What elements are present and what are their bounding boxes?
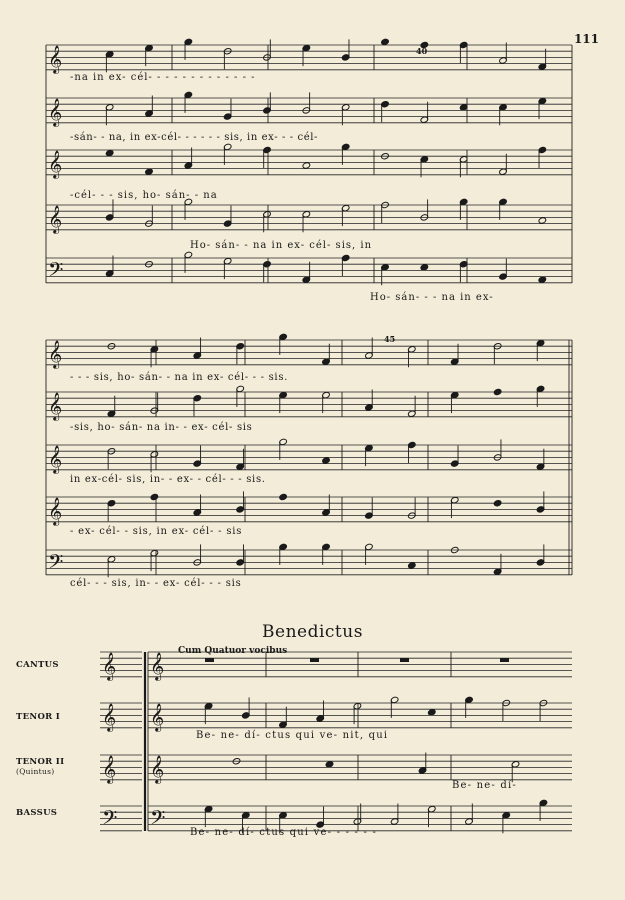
rest-icon xyxy=(310,658,319,662)
clef-icon: 𝄞 xyxy=(48,340,63,368)
note-head xyxy=(538,217,547,224)
rest-icon xyxy=(205,658,214,662)
lyric-line: Ho- sán- - - na in ex- xyxy=(370,292,494,303)
voice-label-tenor-2 xyxy=(16,757,64,777)
note-head xyxy=(408,562,417,569)
measure-number: 40 xyxy=(416,46,428,56)
note-head xyxy=(428,709,437,716)
clef-icon: 𝄞 xyxy=(48,98,63,126)
note-head xyxy=(302,162,311,169)
lyric-line: - - - sis, ho- sán- - na in ex- cél- - - sis. xyxy=(70,372,289,383)
voice-label-cantus: CANTUS xyxy=(16,660,59,670)
lyric-line: Ho- sán- - na in ex- cél- sis, in xyxy=(190,240,373,251)
lyric-line: Be- ne- dí- xyxy=(452,780,517,791)
note-head xyxy=(145,168,154,175)
clef-icon: 𝄞 xyxy=(150,652,165,680)
clef-icon: 𝄢 xyxy=(102,806,118,834)
lyric-line: -na in ex- cél- - - - - - - - - - - - - xyxy=(70,72,256,83)
note-head xyxy=(105,149,114,156)
lyric-line: - ex- cél- - sis, in ex- cél- - sis xyxy=(70,526,243,537)
note-head xyxy=(381,38,390,45)
rest-icon xyxy=(500,658,509,662)
voice-name: TENOR II xyxy=(16,757,65,767)
lyric-line: Be- ne- dí- ctus qui ve- nit, qui xyxy=(196,730,389,741)
note-head xyxy=(279,493,288,500)
clef-icon: 𝄞 xyxy=(48,392,63,420)
clef-icon: 𝄞 xyxy=(150,755,165,783)
clef-icon: 𝄞 xyxy=(48,445,63,473)
measure-number: 45 xyxy=(384,334,396,344)
section-title: Benedictus xyxy=(262,622,363,642)
clef-icon: 𝄢 xyxy=(48,258,64,286)
clef-icon: 𝄞 xyxy=(150,703,165,731)
lyric-line: in ex-cél- sis, in- - ex- - cél- - - sis. xyxy=(70,474,266,485)
clef-icon: 𝄞 xyxy=(48,497,63,525)
clef-icon: 𝄞 xyxy=(48,150,63,178)
clef-icon: 𝄢 xyxy=(150,806,166,834)
rest-icon xyxy=(400,658,409,662)
clef-icon: 𝄞 xyxy=(102,703,117,731)
note-head xyxy=(538,276,547,283)
page-number: 111 xyxy=(573,32,599,46)
lyric-line: Be- ne- dí- ctus qui ve- - - - - - xyxy=(190,827,378,838)
clef-icon: 𝄞 xyxy=(48,205,63,233)
note-head xyxy=(493,500,502,507)
voice-label-bassus: BASSUS xyxy=(16,808,58,818)
clef-icon: 𝄢 xyxy=(48,550,64,578)
note-head xyxy=(420,264,429,271)
lyric-line: -cél- - - sis, ho- sán- - na xyxy=(70,190,218,201)
lyric-line: -sis, ho- sán- na in- - ex- cél- sis xyxy=(70,422,253,433)
note-head xyxy=(150,493,159,500)
tempo-marking: Cum Quatuor vocibus xyxy=(178,646,288,656)
lyric-line: -sán- - na, in ex-cél- - - - - - sis, in ex- - - cél- xyxy=(70,132,319,143)
lyric-line: cél- - - sis, in- - ex- cél- - - sis xyxy=(70,578,242,589)
note-head xyxy=(322,457,331,464)
note-head xyxy=(325,761,334,768)
clef-icon: 𝄞 xyxy=(48,45,63,73)
note-head xyxy=(493,388,502,395)
clef-icon: 𝄞 xyxy=(102,652,117,680)
clef-icon: 𝄞 xyxy=(102,755,117,783)
voice-subtitle: (Quintus) xyxy=(16,767,55,776)
voice-label-tenor-1: TENOR I xyxy=(16,712,61,722)
